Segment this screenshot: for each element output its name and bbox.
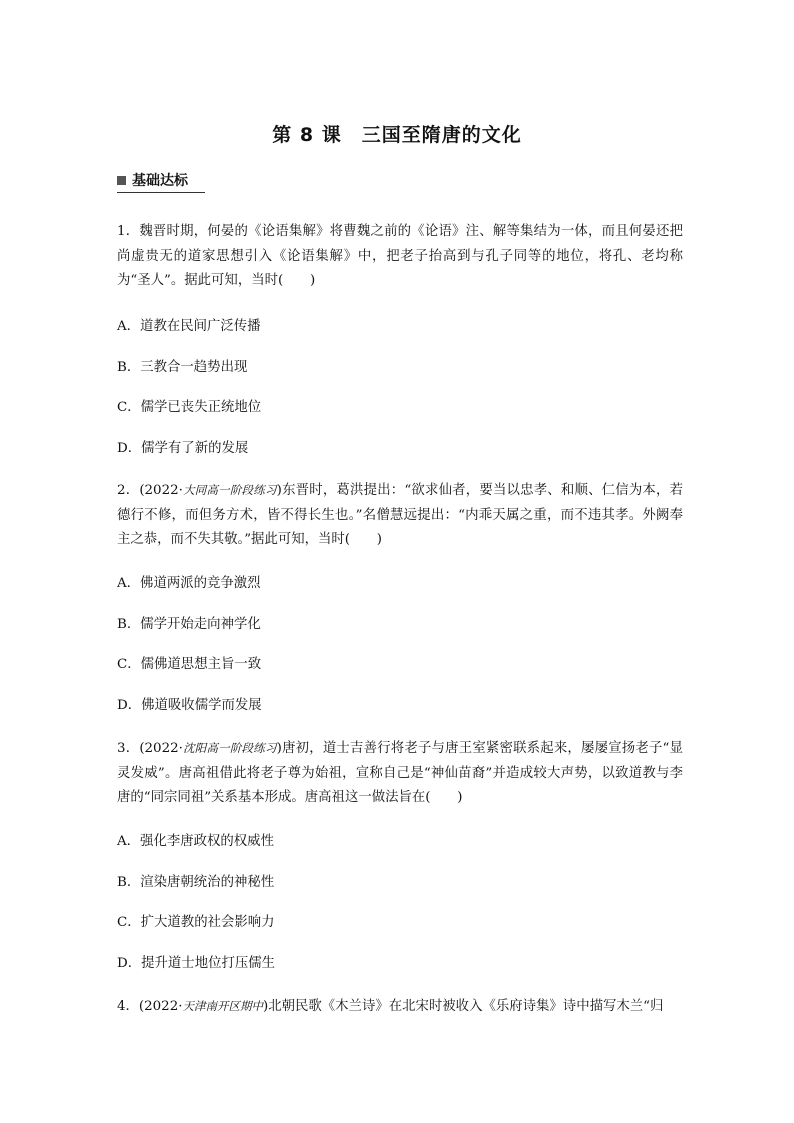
question-1-option-b: B．三教合一趋势出现 [117,360,248,375]
page-title: 第 8 课 三国至隋唐的文化 [272,124,522,146]
question-text: )唐初，道士吉善行将老子与唐王室紧密联系起来，屡屡宣扬老子“显灵发威”。唐高祖借此将老子尊为始祖，宣称自己是“神仙苗裔”并造成较大声势，以致道教与李唐的“同宗同祖”关系基本形成。唐高祖这一做法旨在( ) [117,741,683,805]
section-heading [117,170,188,190]
question-source-prefix: (2022· [139,483,183,498]
question-3-option-b: B．渲染唐朝统治的神秘性 [117,875,275,890]
question-1-option-c: C．儒学已丧失正统地位 [117,400,262,415]
question-4 [117,994,683,1020]
question-3-option-d: D．提升道士地位打压儒生 [117,956,276,971]
question-3-option-a: A．强化李唐政权的权威性 [117,834,274,849]
question-3-option-c: C．扩大道教的社会影响力 [117,915,275,930]
question-2-option-c: C．儒佛道思想主旨一致 [117,657,262,672]
question-number: 1． [117,224,140,239]
question-1-option-d: D．儒学有了新的发展 [117,441,249,456]
question-2 [117,478,683,553]
question-source: 沈阳高一阶段练习 [182,741,277,755]
square-bullet-icon [117,176,126,185]
question-1 [117,220,683,294]
question-source-prefix: (2022· [139,741,183,756]
section-underline [117,192,205,193]
question-source: 天津南开区期中 [182,999,263,1013]
question-source-prefix: (2022· [138,999,183,1014]
section-label: 基础达标 [132,173,188,189]
question-number: 2． [117,483,140,498]
question-source: 大同高一阶段练习 [182,483,277,497]
question-text: )北朝民歌《木兰诗》在北宋时被收入《乐府诗集》诗中描写木兰“归 [262,999,664,1014]
question-number: 4． [117,999,139,1014]
question-1-option-a: A．道教在民间广泛传播 [117,319,261,334]
question-text: )东晋时，葛洪提出：“欲求仙者，要当以忠孝、和顺、仁信为本，若德行不修，而但务方术，皆不得长生也。”名僧慧远提出：“内乖天属之重，而不违其孝。外阙奉主之恭，而不失其敬。”据此可知，当时( ) [117,483,683,547]
question-2-option-b: B．儒学开始走向神学化 [117,617,261,632]
question-2-option-d: D．佛道吸收儒学而发展 [117,698,262,713]
question-3 [117,736,683,811]
question-2-option-a: A．佛道两派的竞争激烈 [117,576,261,591]
question-number: 3． [117,741,140,756]
question-text: 魏晋时期，何晏的《论语集解》将曹魏之前的《论语》注、解等集结为一体，而且何晏还把尚虚贵无的道家思想引入《论语集解》中，把老子抬高到与孔子同等的地位，将孔、老均称为“圣人”。据此可知，当时( ) [117,224,683,288]
